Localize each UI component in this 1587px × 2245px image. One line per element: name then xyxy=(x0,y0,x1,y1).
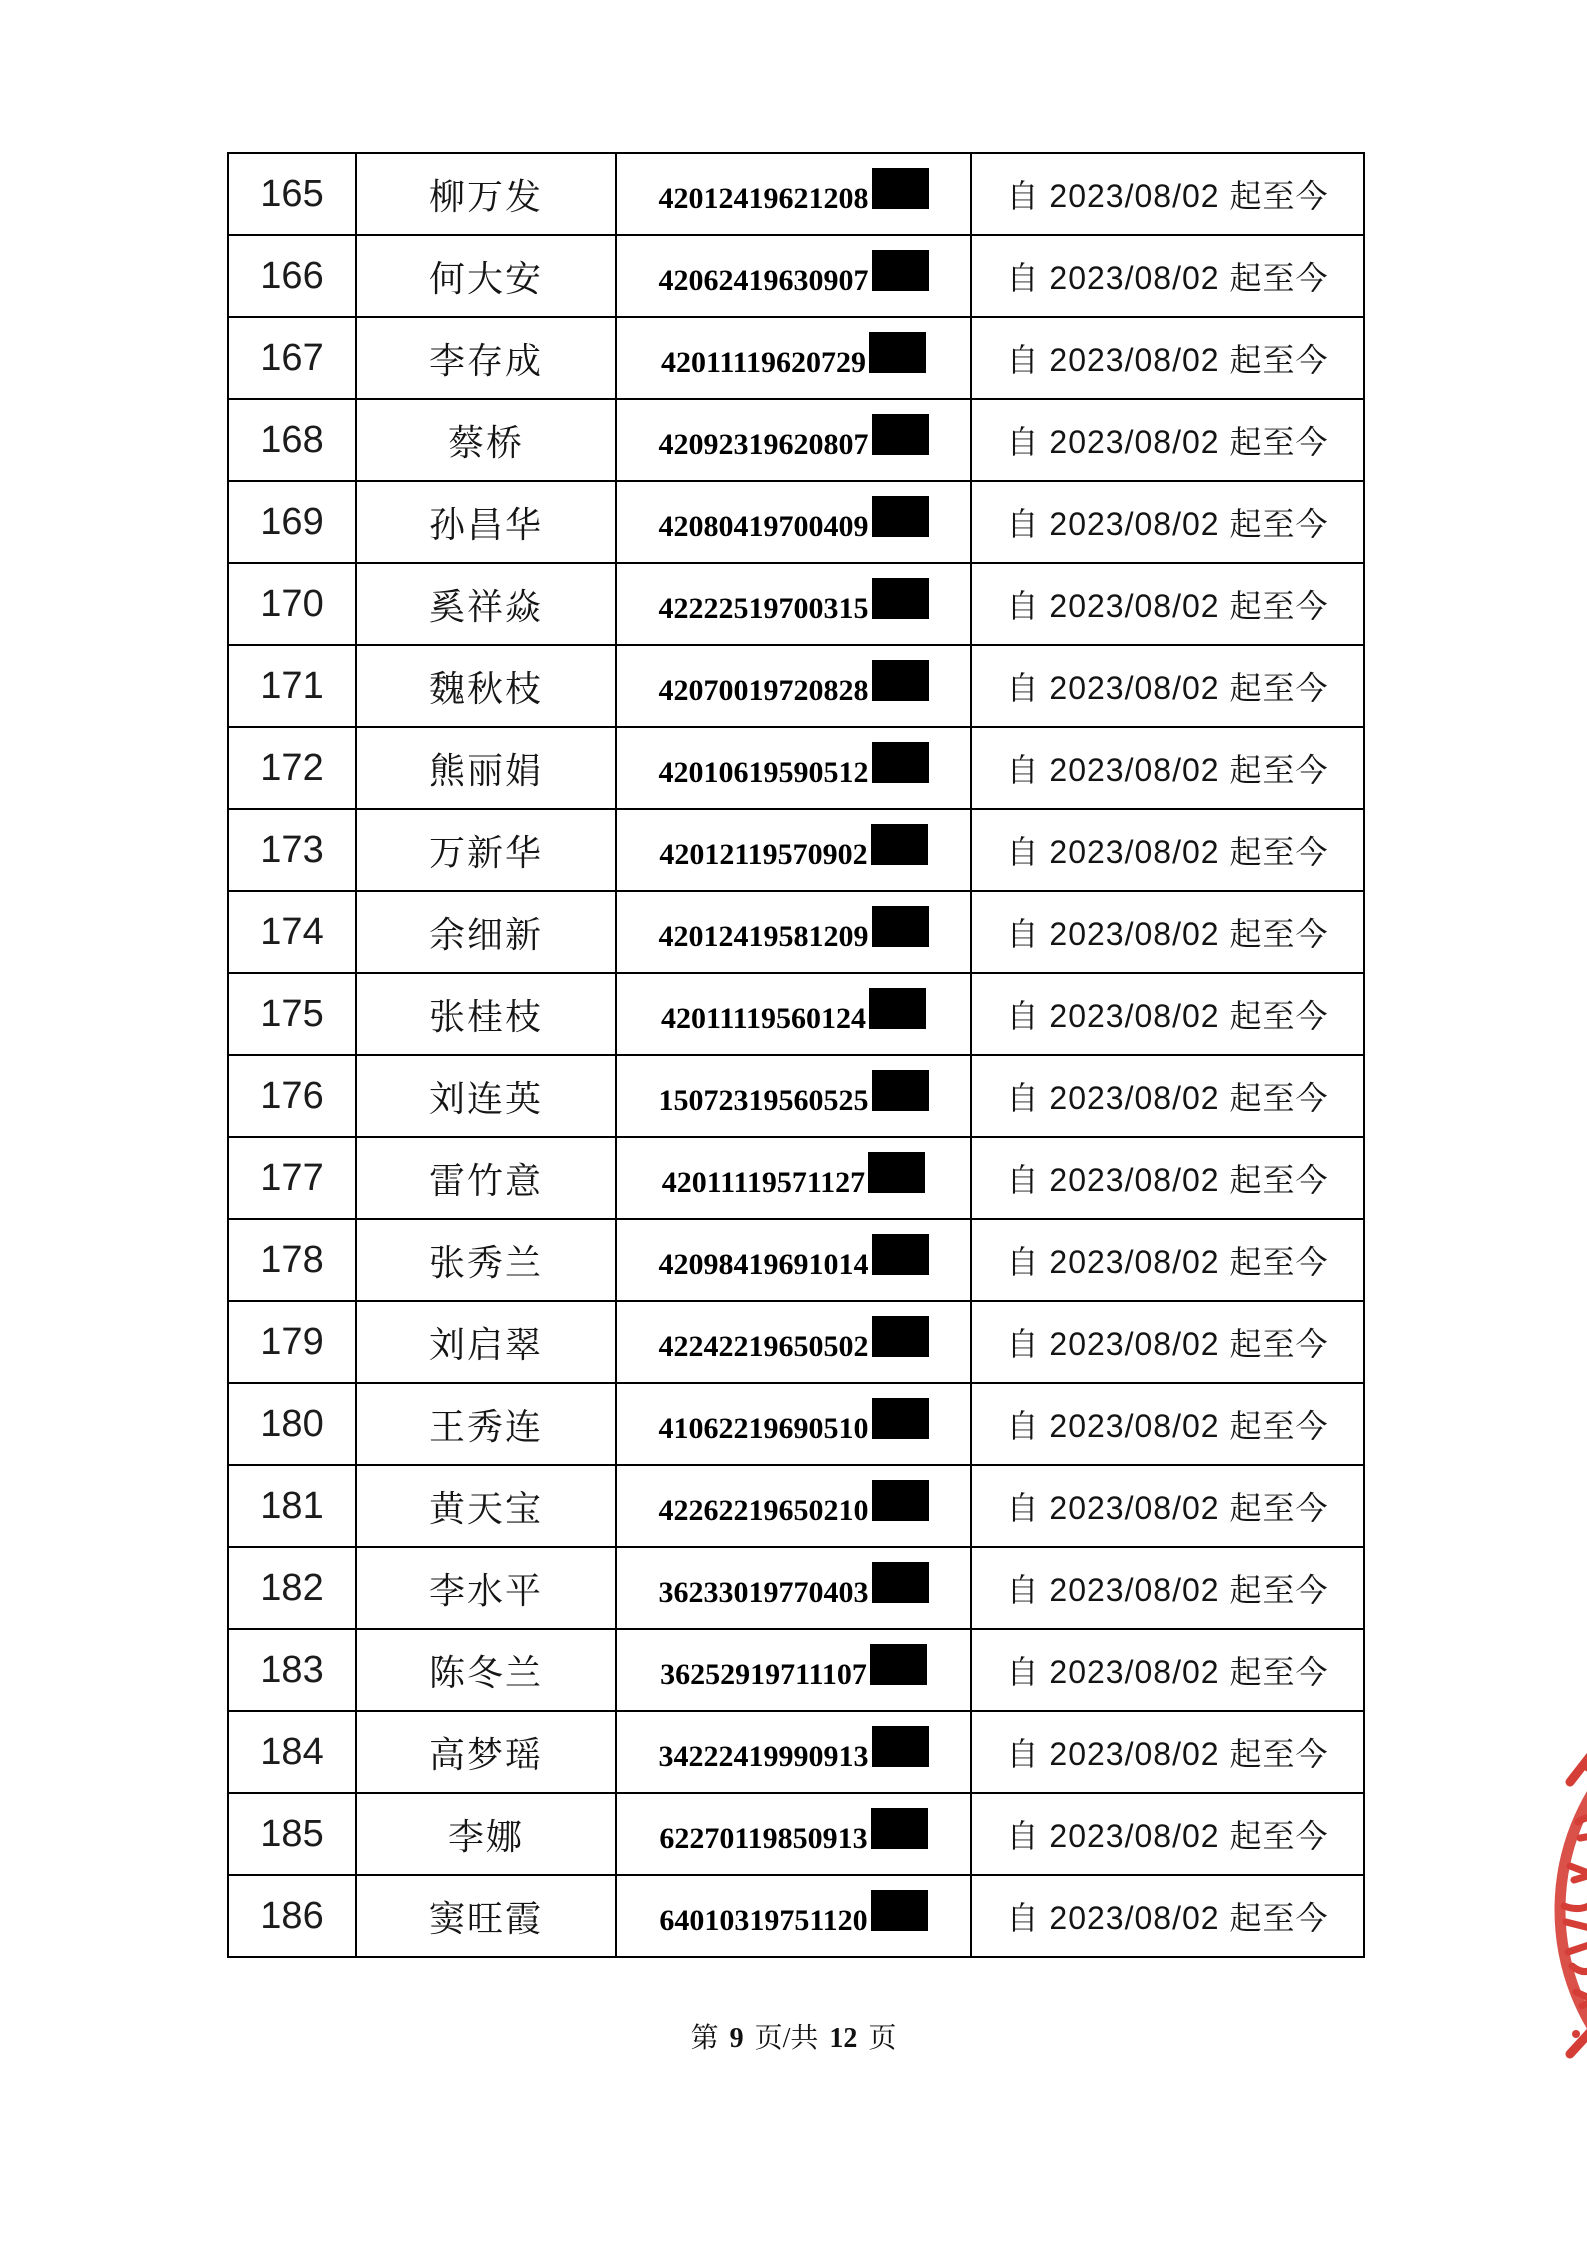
row-number-cell: 184 xyxy=(228,1711,356,1793)
id-number-cell xyxy=(616,645,971,727)
period-cell: 自 2023/08/02 起至今 xyxy=(971,809,1364,891)
period-cell: 自 2023/08/02 起至今 xyxy=(971,1793,1364,1875)
id-number-cell xyxy=(616,1383,971,1465)
period-cell: 自 2023/08/02 起至今 xyxy=(971,1301,1364,1383)
id-number: 42222519700315 xyxy=(658,591,869,625)
name-cell: 熊丽娟 xyxy=(356,727,616,809)
table-row xyxy=(228,235,1364,317)
table-row xyxy=(228,1547,1364,1629)
id-number-cell xyxy=(616,481,971,563)
row-number-cell: 168 xyxy=(228,399,356,481)
name-cell: 窦旺霞 xyxy=(356,1875,616,1957)
table-row xyxy=(228,317,1364,399)
period-cell: 自 2023/08/02 起至今 xyxy=(971,891,1364,973)
row-number-cell: 170 xyxy=(228,563,356,645)
redaction-box xyxy=(872,168,929,209)
id-number: 42011119620729 xyxy=(660,345,867,379)
row-number-cell: 183 xyxy=(228,1629,356,1711)
id-number-cell xyxy=(616,1219,971,1301)
table-row xyxy=(228,1711,1364,1793)
table-row xyxy=(228,891,1364,973)
row-number-cell: 177 xyxy=(228,1137,356,1219)
id-number-cell xyxy=(616,973,971,1055)
id-number: 42012419581209 xyxy=(658,919,869,953)
row-number-cell: 181 xyxy=(228,1465,356,1547)
row-number-cell: 167 xyxy=(228,317,356,399)
row-number-cell: 175 xyxy=(228,973,356,1055)
row-number-cell: 180 xyxy=(228,1383,356,1465)
period-cell: 自 2023/08/02 起至今 xyxy=(971,727,1364,809)
id-number: 42062419630907 xyxy=(658,263,869,297)
redaction-box xyxy=(872,250,929,291)
table-row xyxy=(228,809,1364,891)
period-cell: 自 2023/08/02 起至今 xyxy=(971,1629,1364,1711)
period-cell: 自 2023/08/02 起至今 xyxy=(971,153,1364,235)
table-row xyxy=(228,1219,1364,1301)
period-cell: 自 2023/08/02 起至今 xyxy=(971,563,1364,645)
id-number-cell xyxy=(616,1137,971,1219)
id-number: 42010619590512 xyxy=(658,755,869,789)
id-number-cell xyxy=(616,1875,971,1957)
id-number: 42070019720828 xyxy=(658,673,869,707)
id-number-cell xyxy=(616,563,971,645)
period-cell: 自 2023/08/02 起至今 xyxy=(971,1547,1364,1629)
period-cell: 自 2023/08/02 起至今 xyxy=(971,481,1364,563)
redaction-box xyxy=(872,906,929,947)
table-row xyxy=(228,563,1364,645)
period-cell: 自 2023/08/02 起至今 xyxy=(971,317,1364,399)
redaction-box xyxy=(872,1726,929,1767)
id-number-cell xyxy=(616,235,971,317)
id-number: 42262219650210 xyxy=(658,1493,869,1527)
row-number-cell: 165 xyxy=(228,153,356,235)
redaction-box xyxy=(871,1808,928,1849)
name-cell: 万新华 xyxy=(356,809,616,891)
id-number-cell xyxy=(616,153,971,235)
id-number-cell xyxy=(616,1629,971,1711)
name-cell: 王秀连 xyxy=(356,1383,616,1465)
period-cell: 自 2023/08/02 起至今 xyxy=(971,1137,1364,1219)
id-number: 62270119850913 xyxy=(659,1821,868,1855)
id-number: 42092319620807 xyxy=(658,427,869,461)
footer-suffix: 页 xyxy=(868,2023,897,2054)
name-cell: 张秀兰 xyxy=(356,1219,616,1301)
id-number: 42011119571127 xyxy=(661,1165,866,1199)
redaction-box xyxy=(872,578,929,619)
id-number: 64010319751120 xyxy=(659,1903,868,1937)
id-number-cell xyxy=(616,1465,971,1547)
redaction-box xyxy=(870,1644,927,1685)
redaction-box xyxy=(872,742,929,783)
name-cell: 李娜 xyxy=(356,1793,616,1875)
table-row xyxy=(228,153,1364,235)
table-row xyxy=(228,1383,1364,1465)
row-number-cell: 166 xyxy=(228,235,356,317)
id-number-cell xyxy=(616,317,971,399)
name-cell: 李存成 xyxy=(356,317,616,399)
id-number-cell xyxy=(616,1055,971,1137)
id-number-cell xyxy=(616,1793,971,1875)
redaction-box xyxy=(872,660,929,701)
roster-table xyxy=(227,152,1365,1958)
redaction-box xyxy=(868,1152,925,1193)
name-cell: 刘连英 xyxy=(356,1055,616,1137)
name-cell: 刘启翠 xyxy=(356,1301,616,1383)
name-cell: 柳万发 xyxy=(356,153,616,235)
name-cell: 雷竹意 xyxy=(356,1137,616,1219)
period-cell: 自 2023/08/02 起至今 xyxy=(971,235,1364,317)
row-number-cell: 173 xyxy=(228,809,356,891)
period-cell: 自 2023/08/02 起至今 xyxy=(971,1711,1364,1793)
page-footer xyxy=(0,2016,1587,2056)
name-cell: 陈冬兰 xyxy=(356,1629,616,1711)
id-number: 34222419990913 xyxy=(658,1739,869,1773)
redaction-box xyxy=(872,1562,929,1603)
redaction-box xyxy=(872,1070,929,1111)
footer-middle: 页/共 xyxy=(754,2023,819,2054)
period-cell: 自 2023/08/02 起至今 xyxy=(971,1219,1364,1301)
redaction-box xyxy=(872,1398,929,1439)
period-cell: 自 2023/08/02 起至今 xyxy=(971,1875,1364,1957)
row-number-cell: 176 xyxy=(228,1055,356,1137)
table-row xyxy=(228,481,1364,563)
name-cell: 孙昌华 xyxy=(356,481,616,563)
table-row xyxy=(228,1055,1364,1137)
id-number: 36233019770403 xyxy=(658,1575,869,1609)
footer-prefix: 第 xyxy=(690,2023,719,2054)
table-row xyxy=(228,1793,1364,1875)
name-cell: 张桂枝 xyxy=(356,973,616,1055)
id-number: 36252919711107 xyxy=(660,1657,867,1691)
table-row xyxy=(228,1301,1364,1383)
redaction-box xyxy=(869,988,926,1029)
row-number-cell: 178 xyxy=(228,1219,356,1301)
period-cell: 自 2023/08/02 起至今 xyxy=(971,1383,1364,1465)
redaction-box xyxy=(872,1480,929,1521)
name-cell: 余细新 xyxy=(356,891,616,973)
footer-total-pages: 12 xyxy=(829,2023,858,2054)
id-number-cell xyxy=(616,399,971,481)
id-number: 42080419700409 xyxy=(658,509,869,543)
name-cell: 高梦瑶 xyxy=(356,1711,616,1793)
name-cell: 黄天宝 xyxy=(356,1465,616,1547)
redaction-box xyxy=(872,1316,929,1357)
table-row xyxy=(228,1137,1364,1219)
id-number-cell xyxy=(616,727,971,809)
id-number: 42012119570902 xyxy=(659,837,868,871)
id-number: 42012419621208 xyxy=(658,181,869,215)
id-number: 42242219650502 xyxy=(658,1329,869,1363)
redaction-box xyxy=(871,1890,928,1931)
redaction-box xyxy=(872,496,929,537)
row-number-cell: 174 xyxy=(228,891,356,973)
id-number: 15072319560525 xyxy=(658,1083,869,1117)
id-number-cell xyxy=(616,1301,971,1383)
table-row xyxy=(228,645,1364,727)
footer-page-number: 9 xyxy=(729,2023,744,2054)
period-cell: 自 2023/08/02 起至今 xyxy=(971,973,1364,1055)
name-cell: 李水平 xyxy=(356,1547,616,1629)
redaction-box xyxy=(869,332,926,373)
row-number-cell: 182 xyxy=(228,1547,356,1629)
period-cell: 自 2023/08/02 起至今 xyxy=(971,1055,1364,1137)
id-number-cell xyxy=(616,1547,971,1629)
name-cell: 何大安 xyxy=(356,235,616,317)
name-cell: 奚祥焱 xyxy=(356,563,616,645)
id-number: 42098419691014 xyxy=(658,1247,869,1281)
row-number-cell: 186 xyxy=(228,1875,356,1957)
id-number: 42011119560124 xyxy=(660,1001,867,1035)
row-number-cell: 172 xyxy=(228,727,356,809)
row-number-cell: 179 xyxy=(228,1301,356,1383)
table-row xyxy=(228,973,1364,1055)
roster-table-body xyxy=(228,153,1364,1957)
id-number-cell xyxy=(616,809,971,891)
table-row xyxy=(228,1629,1364,1711)
name-cell: 魏秋枝 xyxy=(356,645,616,727)
table-row xyxy=(228,727,1364,809)
id-number-cell xyxy=(616,891,971,973)
id-number: 41062219690510 xyxy=(658,1411,869,1445)
redaction-box xyxy=(872,1234,929,1275)
row-number-cell: 169 xyxy=(228,481,356,563)
table-row xyxy=(228,1465,1364,1547)
row-number-cell: 171 xyxy=(228,645,356,727)
period-cell: 自 2023/08/02 起至今 xyxy=(971,645,1364,727)
redaction-box xyxy=(872,414,929,455)
period-cell: 自 2023/08/02 起至今 xyxy=(971,1465,1364,1547)
name-cell: 蔡桥 xyxy=(356,399,616,481)
table-row xyxy=(228,399,1364,481)
period-cell: 自 2023/08/02 起至今 xyxy=(971,399,1364,481)
table-row xyxy=(228,1875,1364,1957)
id-number-cell xyxy=(616,1711,971,1793)
row-number-cell: 185 xyxy=(228,1793,356,1875)
redaction-box xyxy=(871,824,928,865)
